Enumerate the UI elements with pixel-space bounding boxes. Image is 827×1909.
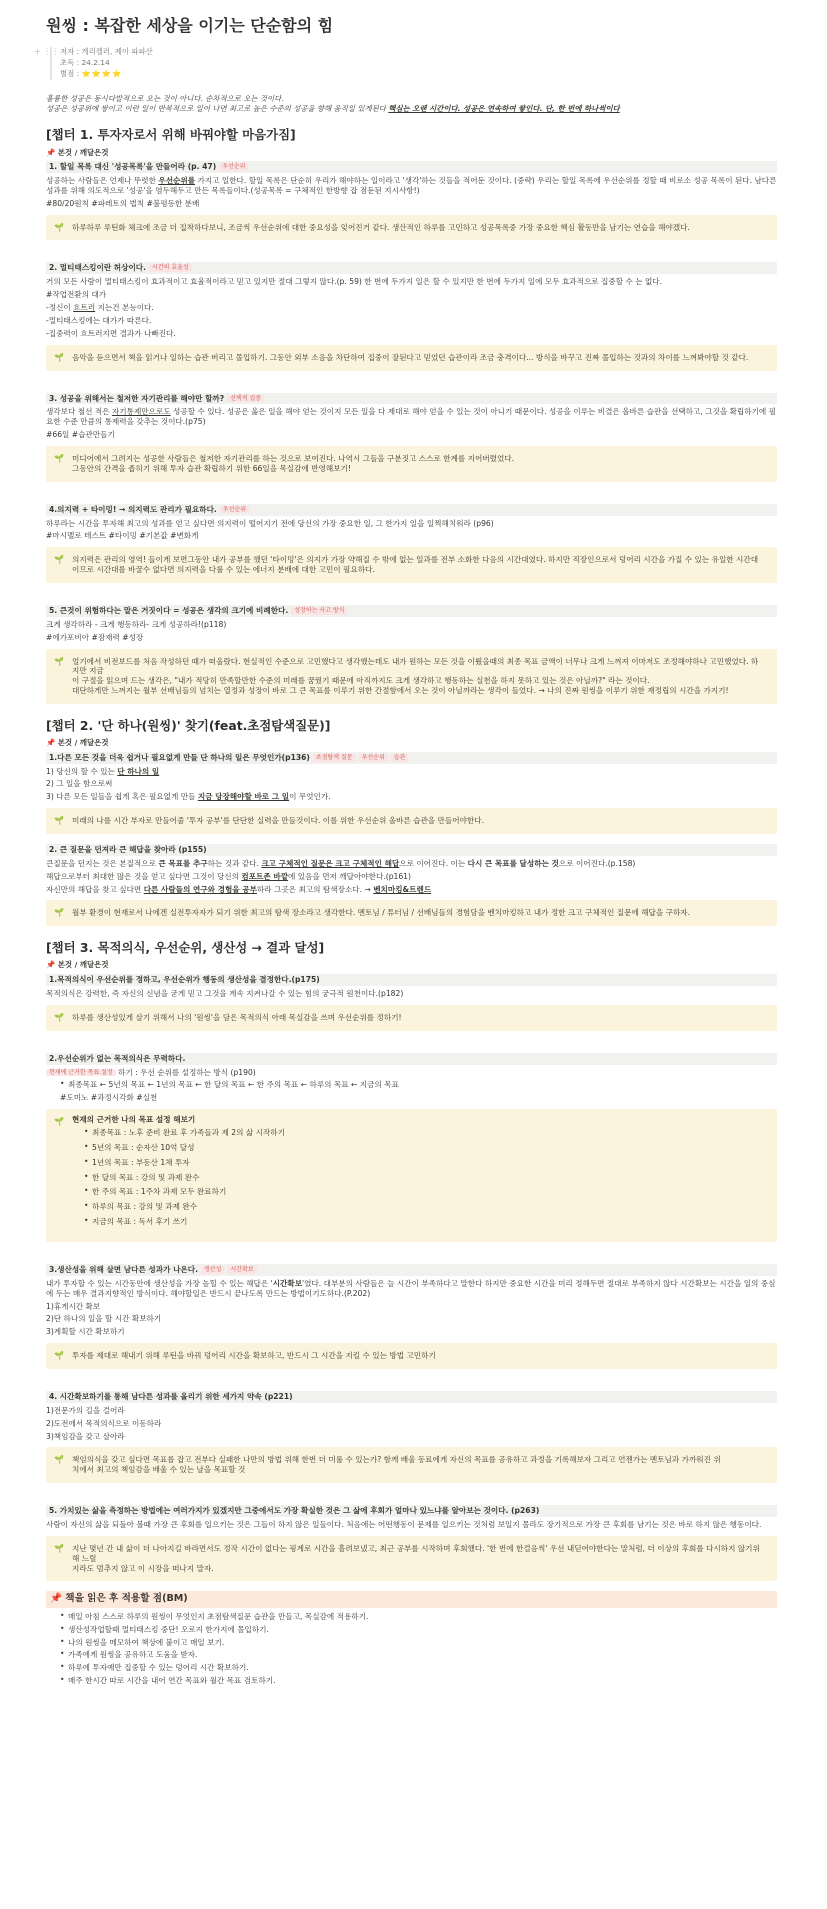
section-heading-text: 3.생산성을 위해 살면 남다른 성과가 나온다. [49, 1264, 198, 1274]
drag-handle-icon[interactable]: + ⋮⋮ [34, 47, 60, 57]
pin-label-text: 본것 / 깨달은것 [57, 147, 109, 157]
text-run: 지는건 본능이다. [95, 303, 154, 313]
paragraph [46, 767, 777, 777]
emphasis-text: 우선순위를 [158, 176, 196, 186]
sprout-icon: 🌱 [54, 1543, 64, 1553]
intro-line-2 [46, 104, 777, 114]
paragraph: 2) 그 일을 함으로써 [46, 779, 113, 789]
sprout-icon: 🌱 [54, 816, 64, 826]
callout [46, 649, 777, 704]
hashtags: #66일 #습관만들기 [46, 430, 115, 440]
section-heading [46, 393, 777, 405]
chapter-1-heading: [챕터 1. 투자자로서 위해 바꿔야할 마음가짐] [46, 127, 296, 143]
emphasis-text: 다른 사람들의 연구와 경험을 공부 [143, 884, 257, 894]
section-heading-text: 2. 큰 질문을 던져라 큰 해답을 찾아라 (p155) [49, 845, 207, 855]
pin-icon: 📌 [46, 960, 58, 970]
section-heading [46, 262, 777, 274]
section-heading [46, 752, 777, 764]
sprout-icon: 🌱 [54, 453, 64, 463]
text-run: 이 무엇인가. [289, 792, 331, 802]
callout [46, 547, 777, 583]
paragraph: 2)단 하나의 일을 할 시간 확보하기 [46, 1314, 162, 1324]
text-run: 자신만의 해답을 찾고 싶다면 [46, 884, 144, 894]
sprout-icon: 🌱 [54, 908, 64, 918]
text-run: 1) 당신의 할 수 있는 [46, 766, 118, 776]
text-run: '였다. 대부분의 사람들은 늘 시간이 부족하다고 말한다 하지만 중요한 시간을 미리 정해두면 절대로 부족하지 않다 시간확보는 시간을 일의 중심에 두는 매우 결과지향적인 방식이다. 해야할일은 반드시 끝나도록 만드는 방법이기도하다.(P.202) [46, 1278, 776, 1298]
list-item: • 나의 원씽을 메모하여 책상에 붙이고 매일 보기. [60, 1638, 777, 1648]
callout [46, 1109, 777, 1242]
list-item: • 5년의 목표 : 순자산 10억 달성 [84, 1143, 765, 1153]
text-run: 에 있음을 먼저 깨달아야한다.(p161) [288, 871, 411, 881]
callout-text: 미래의 나를 시간 부자로 만들어줄 '투자 공부'를 단단한 실력을 만들것이다. 이를 위한 우선순위 올바른 습관을 만들어야한다. [72, 816, 484, 826]
list-item: • 가족에게 원씽을 공유하고 도움을 받자. [60, 1650, 777, 1660]
section-heading-text: 2.우선순위가 없는 목적의식은 무력하다. [49, 1053, 186, 1063]
emphasis-text: 다시 큰 목표를 달성하는 것 [467, 858, 559, 868]
pin-label [46, 148, 777, 158]
tag-badge: 시간확보 [227, 1266, 256, 1274]
paragraph: 1)휴게시간 확보 [46, 1301, 101, 1311]
pin-icon: 📌 [46, 738, 58, 748]
list-item: • 하루의 목표 : 강의 및 과제 완수 [84, 1202, 765, 1212]
section-heading [46, 974, 777, 986]
tag-badge: 현재에 근거한 목표 설정 [46, 1069, 116, 1077]
paragraph [46, 792, 777, 802]
callout-text: 지난 몇년 간 내 삶이 더 나아지길 바라면서도 정작 시간이 없다는 핑계로 시간을 흘려보냈고, 최근 공부를 시작하며 후회했다. '한 번에 한걸음씩' 우선 내딛어야한다는 말처럼, 더 이상의 후회를 다시하지 않기위해 느릴 [72, 1543, 760, 1563]
section-heading [46, 844, 777, 856]
tag-badge: 우선순위 [219, 163, 248, 171]
emphasis-text: 컴포트존 바깥 [241, 871, 289, 881]
bm-list [46, 1612, 777, 1686]
paragraph [46, 303, 777, 313]
text-run: 하는 것과 같다. [207, 858, 262, 868]
section-heading [46, 1391, 777, 1403]
callout-text: 대단하게만 느껴지는 월부 선배님들의 넘치는 열정과 성장이 바로 그 큰 목표를 이루기 위한 간절함에서 오는 것이 아닐까라는 생각이 들었다. → 나의 진짜 원씽을 이루기 위한 재정립의 시간을 가지기! [72, 686, 729, 696]
emphasis-text: 지금 당장해야할 바로 그 일 [197, 792, 290, 802]
callout-text: 음악을 듣으면서 책을 읽거나 일하는 습관 버리고 몰입하기. 그동안 외부 소음을 차단하여 집중이 잘된다고 믿었던 습관이라 조금 충격이다... 방식을 바꾸고 진짜 몰입하는 것과의 차이를 느껴봐야할 것 같다. [72, 352, 749, 362]
list-item: • 1년의 목표 : 부동산 1채 투자 [84, 1158, 765, 1168]
text-run: 하라 그곳은 최고의 탐색장소다. → [256, 884, 374, 894]
sprout-icon: 🌱 [54, 352, 64, 362]
paragraph: 3)책임감을 갖고 살아라 [46, 1431, 125, 1441]
emphasis-text: 벤치마킹&트렌드 [373, 884, 432, 894]
pin-icon: 📌 [46, 147, 58, 157]
page-title: 원씽 : 복잡한 세상을 이기는 단순함의 힘 [46, 16, 334, 35]
text-run: 3) 다른 모든 일들을 쉽게 혹은 필요없게 만들 [46, 792, 198, 802]
tag-badge: 시간의 효율성 [149, 264, 192, 272]
star-icon: ⭐⭐⭐⭐ [81, 69, 123, 79]
section-heading [46, 1053, 777, 1065]
callout-text: 미디어에서 그려지는 성공한 사람들은 철저한 자기관리를 하는 것으로 보여진다. 나역시 그들을 구분짓고 스스로 한계를 지어버렸었다. [72, 453, 515, 463]
text-run: 해답으로부터 최대한 많은 것을 얻고 싶다면 그것이 당신의 [46, 871, 242, 881]
rating-label: 별점 : [60, 69, 82, 79]
tag-badge: 성장하는 사고 방식 [291, 607, 347, 615]
pin-label [46, 960, 777, 970]
paragraph [46, 885, 777, 895]
hashtags: #도미노 #과정시각화 #실천 [60, 1093, 158, 1103]
chapter-2-heading: [챕터 2. '단 하나(원씽)' 찾기(feat.초점탐색질문)] [46, 717, 331, 733]
callout-text: 지라도 멈추지 않고 이 시장을 떠나지 말자. [72, 1563, 214, 1573]
list-item: • 하루에 투자예만 집중할 수 있는 덩어리 시간 확보하기. [60, 1663, 777, 1673]
list-item: • 최종목표 ← 5년의 목표 ← 1년의 목표 ← 한 달의 목표 ← 한 주의 목표 ← 하루의 목표 ← 지금의 목표 [60, 1080, 777, 1090]
callout-text: 이 구절을 읽으며 드는 생각은, "내가 적당히 만족할만한 수준의 미래를 꿈꿨기 때문에 아직까지도 크게 생각하고 행동하는 실천을 하지 못하고 있는 것은 아닐까?" 라는 것이다. [72, 676, 650, 686]
section-heading-text: 1.목적의식이 우선순위를 정하고, 우선순위가 행동의 생산성을 결정한다.(p175) [49, 975, 320, 985]
text-run: 가지고 일한다. 할일 목록은 단순히 우리가 해야하는 일이라고 '생각'하는 것들을 적어둔 것이다. (중략) 우리는 할일 목록에 우선순위를 정할 때 비로소 성공 목록이 된다. 남다른 성과를 위해 의도적으로 '성공'을 염두해두고 만든 목록들이다.(성공목록 = 구체적인 한방향 잡 점둔된 지시사항!) [46, 176, 777, 195]
callout [46, 1005, 777, 1031]
hashtags: #에가포비아 #잠재력 #성장 [46, 632, 144, 642]
chapter-3-heading: [챕터 3. 목적의식, 우선순위, 생산성 → 결과 달성] [46, 940, 325, 956]
callout-text: 그동안의 간격을 좁히기 위해 투자 습관 확립하기 위한 66일을 목실감에 반영해보기! [72, 463, 351, 473]
section-heading-text: 1.다른 모든 것을 더욱 쉽거나 필요없게 만들 단 하나의 일은 무엇인가(p136) [49, 752, 310, 762]
goal-list [72, 1128, 765, 1227]
paragraph: 3)계획할 시간 확보하기 [46, 1327, 125, 1337]
paragraph: 2)도전에서 목적의식으로 이동하라 [46, 1418, 162, 1428]
emphasis-text: 큰 목표를 추구 [158, 858, 208, 868]
paragraph: 사람이 자신의 삶을 되돌아 볼때 가장 큰 후회를 일으키는 것은 그들이 하지 않은 일들이다. 처음에는 어떤행동이 문제를 일으키는 것처럼 보일지 몰라도 장기적으로 가장 큰 후회를 남기는 것은 바로 하지 않은 행동이다. [46, 1519, 762, 1529]
text-run: 생각보다 철선 적은 [46, 407, 112, 417]
paragraph: 하루라는 시간을 투자해 최고의 성과를 얻고 싶다면 의지력이 떨어지기 전에 당신의 가장 중요한 일, 그 한가지 일을 일찍해치워라 (p96) [46, 518, 494, 528]
emphasis-text: 자기통제만으로도 [111, 407, 171, 417]
sprout-icon: 🌱 [54, 555, 64, 565]
intro-quote [46, 94, 777, 113]
callout-text: 치에서 최고의 책임감을 배울 수 있는 날을 목표할 것 [72, 1465, 246, 1475]
text-run: -정신이 [46, 303, 74, 313]
callout-title: 현재의 근거한 나의 목표 설정 해보기 [72, 1115, 196, 1125]
emphasis-text: 크고 구체적인 질문은 크고 구체적인 해답 [261, 858, 400, 868]
callout [46, 1447, 777, 1483]
text-run: 하기 : 우선 순위를 설정하는 방식 (p190) [118, 1067, 256, 1077]
date-property: 초독 : 24.2.14 [60, 58, 110, 68]
list-item: • 생산성작업할때 멀티태스킹 중단! 오로지 한가지에 몰입하기. [60, 1625, 777, 1635]
emphasis-text: 흐트러 [73, 303, 96, 313]
paragraph: 1)전문가의 길을 걸어라 [46, 1405, 125, 1415]
emphasis-text: 시간확보 [272, 1278, 303, 1288]
sprout-icon: 🌱 [54, 1455, 64, 1465]
intro-highlight: 핵심는 오랜 시간이다. 성공은 연속하여 쌓인다. 단, 한 번에 하나씩이다 [388, 103, 620, 113]
list-item: • 매일 아침 스스로 하루의 원씽이 무엇인지 초점탐색질문 습관을 만들고, 목실감에 적용하기. [60, 1612, 777, 1622]
text-run: 으로 이어진다.(p.158) [558, 858, 636, 868]
callout [46, 446, 777, 482]
author-property: 저자 : 게리켈러, 제이 파파산 [60, 47, 153, 57]
pin-label-text: 본것 / 깨달은것 [57, 960, 109, 970]
paragraph: #작업전환의 대가 [46, 290, 107, 300]
tag-badge: 초점탐색 질문 [313, 754, 356, 762]
bm-heading [46, 1591, 777, 1607]
paragraph [46, 859, 777, 869]
text-run: 으로 이어진다. 이는 [399, 858, 468, 868]
sprout-icon: 🌱 [54, 1012, 64, 1022]
bullet-list [46, 1080, 777, 1090]
intro-line-1: 훌륭한 성공은 동시다발적으로 오는 것이 아니다. 순차적으로 오는 것이다. [46, 94, 284, 104]
paragraph [46, 176, 777, 196]
callout-text: 투자를 제대로 해내기 위해 루틴을 바꿔 덩어리 시간을 확보하고, 반드시 그 시간을 지킬 수 있는 방법 고민하기 [72, 1351, 436, 1361]
text-run: 성공할 수 있다. 성공은 옳은 일을 해야 얻는 것이지 모든 일을 다 제대로 해야 얻을 수 있는 것이 아니기 때문이다. 성공을 이루는 비결은 올바른 습관을 선택하고, 그것을 확립하기에 필요한 수준 만큼의 통제력을 갖추는 것이다.(p75) [46, 407, 777, 427]
tag-badge: 선택적 집중 [227, 395, 264, 403]
hashtags: #80/20원칙 #파레토의 법칙 #불평등한 분배 [46, 198, 200, 208]
properties-block [34, 47, 777, 80]
callout [46, 900, 777, 926]
section-heading-text: 2. 멀티태스킹이란 허상이다. [49, 263, 147, 273]
pin-label [46, 738, 777, 748]
rating-property [60, 69, 777, 80]
sprout-icon: 🌱 [54, 1351, 64, 1361]
section-heading-text: 5. 가치있는 삶을 측정하는 방법에는 여러가지가 있겠지만 그중에서도 가장 확실한 것은 그 삶에 후회가 얼마나 있느냐를 알아보는 것이다. (p263) [49, 1506, 540, 1516]
callout [46, 1536, 777, 1582]
callout [46, 215, 777, 241]
section-heading [46, 161, 777, 173]
section-heading [46, 1505, 777, 1517]
emphasis-text: 단 하나의 일 [117, 766, 160, 776]
list-item: • 한 달의 목표 : 강의 및 과제 완수 [84, 1173, 765, 1183]
paragraph [46, 872, 777, 882]
section-heading-text: 3. 성공을 위해서는 철저한 자기관리를 해야만 할까? [49, 393, 225, 403]
paragraph: -집중력이 흐트러지면 결과가 나빠진다. [46, 328, 176, 338]
tag-badge: 생산성 [201, 1266, 224, 1274]
callout-text: 의지력은 관리의 영역! 들이게 보면그동안 내가 공부를 했던 '타이밍'은 의지가 가장 약해질 수 밖에 없는 일과를 전부 소화한 다음의 시간대였다. 하지만 직장인으로서 덩어리 시간을 가질 수 있는 유일한 시간대이므로 시간대를 바꿀수 없다면 의지력을 다룰 수 있는 에너지 분배에 대한 고민이 필요하다. [72, 555, 759, 575]
section-heading [46, 1264, 777, 1276]
section-heading [46, 605, 777, 617]
callout-text: 하루하루 루틴화 체크에 조금 더 집착하다보니, 조금씩 우선순위에 대한 중요성을 잊어진거 같다. 생산적인 하루를 고민하고 성공목록중 가장 중요한 핵심 활동만을 남기는 연습을 해야겠다. [72, 222, 690, 232]
text-run: 성공하는 사람들은 언제나 뚜렷한 [46, 176, 159, 186]
callout [46, 1343, 777, 1369]
text-run: 내가 투자할 수 있는 시간동안에 생산성을 가장 높힐 수 있는 해답은 ' [46, 1278, 273, 1288]
list-item: • 지금의 목표 : 독서 후기 쓰기 [84, 1217, 765, 1227]
list-item: • 한 주의 목표 : 1주차 과제 모두 완료하기 [84, 1187, 765, 1197]
callout-text: 월부 환경이 현재로서 나에겐 실전투자자가 되기 위한 최고의 탐색 장소라고 생각한다. 멘토님 / 튜터님 / 선배님들의 경험담을 벤치마킹하고 내가 정한 크고 구체적인 질문에 해답을 구하자. [72, 908, 691, 918]
tag-badge: 습관 [391, 754, 409, 762]
tag-badge: 우선순위 [220, 506, 249, 514]
callout-text: 책임의식을 갖고 싶다면 목표를 잡고 전부다 실패한 나만의 방법 위해 한번 더 미룰 수 있는가? 함께 배울 동료에게 자신의 목표를 공유하고 과정을 기록해보자 그리고 언젠가는 멘토님과 가까워진 위 [72, 1455, 721, 1465]
sprout-icon: 🌱 [54, 656, 64, 666]
sprout-icon: 🌱 [54, 1117, 64, 1127]
paragraph [46, 1068, 777, 1078]
section-heading [46, 504, 777, 516]
section-heading-text: 1. 할일 목록 대신 '성공목록'을 만들어라 (p. 47) [49, 162, 217, 172]
text-run: 큰질문을 던지는 것은 본질적으로 [46, 858, 159, 868]
section-heading-text: 5. 큰것이 위험하다는 말은 거짓이다 = 성공은 생각의 크기에 비례한다. [49, 605, 289, 615]
callout [46, 345, 777, 371]
tag-badge: 우선순위 [359, 754, 388, 762]
sprout-icon: 🌱 [54, 222, 64, 232]
paragraph [46, 1279, 777, 1299]
pin-icon: 📌 [50, 1593, 66, 1605]
paragraph: 거의 모든 사람이 멀티태스킹이 효과적이고 효율적이라고 믿고 있지만 절대 그렇지 않다.(p. 59) 한 번에 두가지 일은 할 수 있지만 한 번에 두가지 일에 모두 효과적으로 집중할 수 는 없다. [46, 277, 663, 287]
list-item: • 최종목표 : 노후 준비 완료 후 가족들과 제 2의 삶 시작하기 [84, 1128, 765, 1138]
pin-label-text: 본것 / 깨달은것 [57, 738, 109, 748]
section-heading-text: 4.의지력 + 타이밍! → 의지력도 관리가 필요하다. [49, 504, 217, 514]
callout-text: 하루를 생산성있게 살기 위해서 나의 '원씽'을 담은 목적의식 아래 목실감을 쓰며 우선순위를 정하기! [72, 1012, 402, 1022]
section-heading-text: 4. 시간확보하기를 통해 남다른 성과를 올리기 위한 세가지 약속 (p221) [49, 1391, 293, 1401]
hashtags: #마시멜로 테스트 #타이밍 #기본값 #변화게 [46, 531, 199, 541]
paragraph: 목적의식은 강력한, 즉 자신의 신념을 굳게 믿고 그것을 계속 지켜나갈 수 있는 힘의 궁극적 원천이다.(p182) [46, 988, 404, 998]
paragraph [46, 407, 777, 427]
callout-text: 얼기에서 비전보드를 처음 작성하던 때가 떠올랐다. 현실적인 수준으로 고민했다고 생각했는데도 내가 원하는 모든 것을 이뤘을때의 최종 목표 금액이 너무나 크게 느껴져 이마저도 조정해야하나 고민했었다. 하지만 지금 [72, 656, 759, 676]
intro-line-2-text: 성공은 성공위에 쌓이고 이런 일이 반복적으로 일어 나면 최고로 높은 수준의 성공을 향해 움직일 있게된다 [46, 103, 389, 113]
list-item: • 매주 한시간 따로 시간을 내어 연간 목표와 월간 목표 검토하기. [60, 1676, 777, 1686]
paragraph: -멀티태스킹에는 대가가 따른다. [46, 315, 152, 325]
bm-heading-text: 책을 읽은 후 적용할 점(BM) [65, 1593, 188, 1605]
callout [46, 808, 777, 834]
paragraph: 크게 생각하라 - 크게 행동하라- 크게 성공하라!(p118) [46, 619, 227, 629]
